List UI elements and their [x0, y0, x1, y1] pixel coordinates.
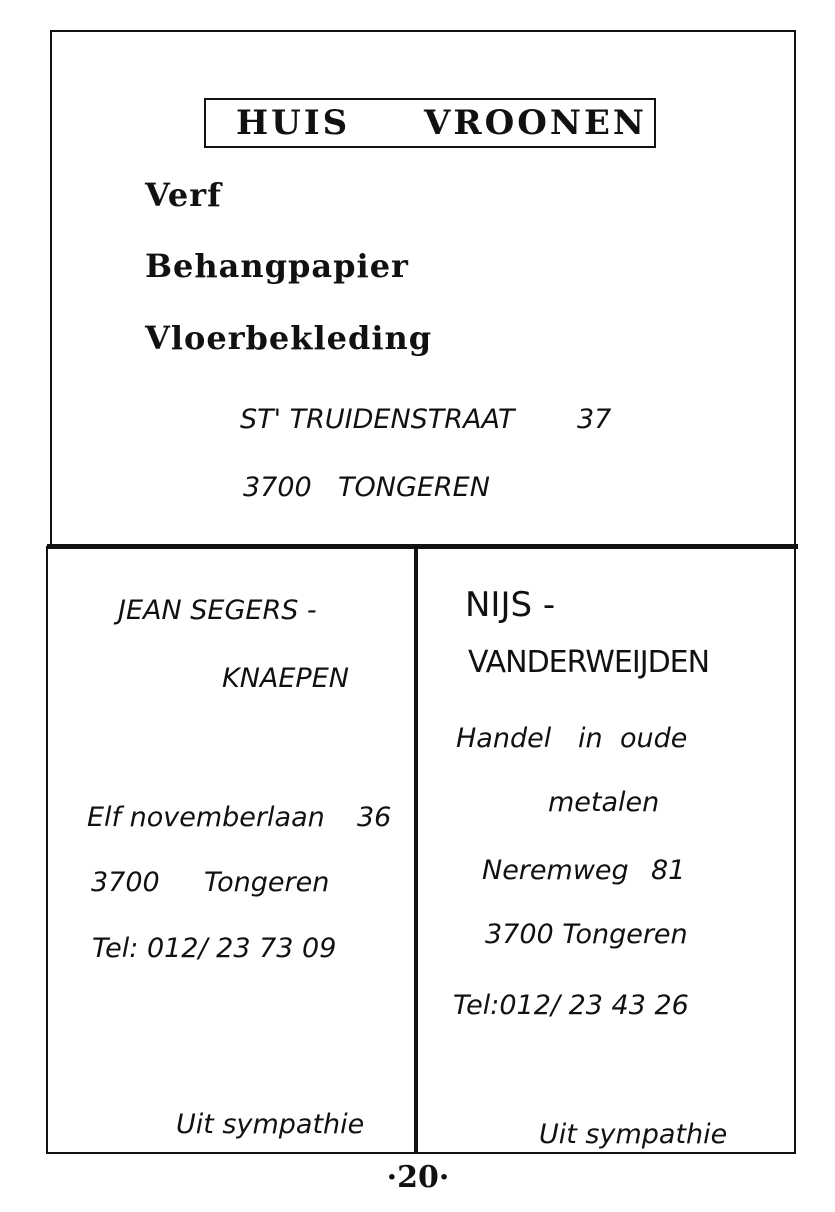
top-ad-street: ST' TRUIDENSTRAAT — [240, 404, 515, 435]
left-ad-house-number: 36 — [357, 802, 392, 833]
right-ad-street: Neremweg — [482, 855, 629, 886]
right-ad-trade-in: in — [578, 723, 603, 754]
right-ad-footer: Uit sympathie — [539, 1119, 728, 1150]
right-ad-city-line: 3700 Tongeren — [485, 919, 688, 950]
top-ad-postcode: 3700 — [243, 472, 312, 503]
right-ad-trade-oude: oude — [620, 723, 688, 754]
right-ad-house-number: 81 — [651, 855, 686, 886]
right-ad-name-line-1: NIJS - — [465, 585, 556, 625]
title-word-huis: HUIS — [236, 103, 351, 143]
left-ad-street: Elf novemberlaan — [87, 802, 325, 833]
left-ad-name-line-1: JEAN SEGERS - — [118, 595, 317, 626]
left-ad-footer: Uit sympathie — [176, 1109, 365, 1140]
product-verf: Verf — [145, 176, 222, 214]
right-ad-name-line-2: VANDERWEIJDEN — [468, 645, 710, 680]
right-ad-trade-handel: Handel — [456, 723, 552, 754]
top-ad-city: TONGEREN — [338, 472, 490, 503]
left-ad-phone: Tel: 012/ 23 73 09 — [92, 933, 337, 964]
right-ad-phone: Tel:012/ 23 43 26 — [453, 990, 689, 1021]
left-ad-postcode: 3700 — [91, 867, 160, 898]
bottom-ads-frame — [46, 546, 796, 1154]
page-number: ·20· — [386, 1160, 450, 1195]
left-ad-name-line-2: KNAEPEN — [222, 663, 349, 694]
product-vloerbekleding: Vloerbekleding — [145, 319, 433, 357]
top-ad-house-number: 37 — [577, 404, 612, 435]
vertical-divider — [414, 548, 418, 1154]
right-ad-trade-metalen: metalen — [548, 787, 660, 818]
left-ad-city: Tongeren — [204, 867, 330, 898]
title-word-vroonen: VROONEN — [424, 103, 647, 143]
product-behangpapier: Behangpapier — [145, 247, 409, 285]
